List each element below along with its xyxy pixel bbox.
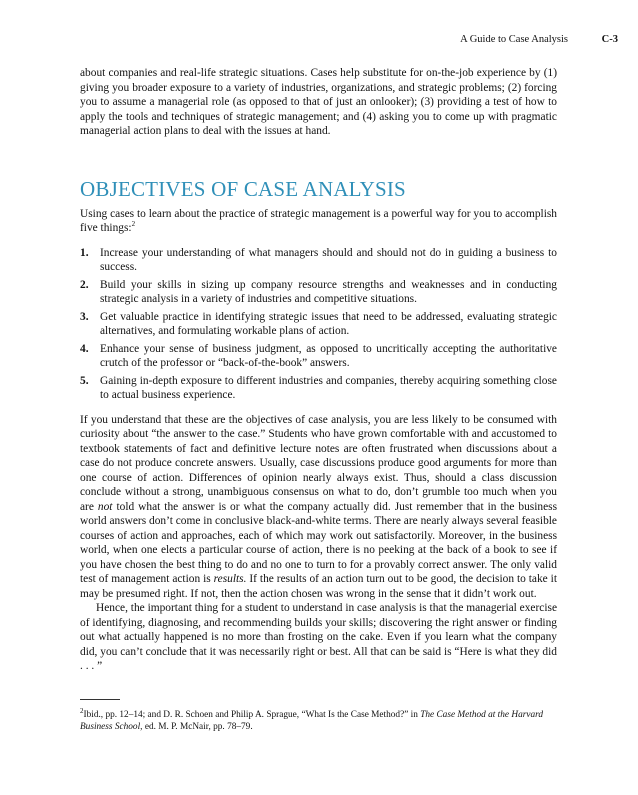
list-item-number: 2. (80, 278, 89, 291)
body-paragraph-2: Hence, the important thing for a student to understand in case analysis is that the managerial exercise of identifying, diagnosing, and recommending builds your skills; discovering the right answer or finding out what actually happened is no more than frosting on the cake. Even if you learn what the company did, you can’t conclude that it was necessarily right or best. All that can be said is “Here is what they did . . . ” (80, 602, 557, 672)
list-item (80, 278, 557, 307)
page-number: C-3 (601, 34, 618, 45)
running-title: A Guide to Case Analysis (460, 34, 568, 45)
footnote-number: 2 (80, 706, 84, 715)
footnote (80, 706, 557, 733)
list-item (80, 246, 557, 275)
list-item-text: Increase your understanding of what managers should and should not do in guiding a business to success. (100, 246, 557, 273)
list-item-text: Enhance your sense of business judgment, as opposed to uncritically accepting the authoritative crutch of the professor or “back-of-the-book” answers. (100, 342, 557, 369)
footnote-title: The Case Method at the Harvard Business School, (80, 710, 544, 732)
page-header (0, 34, 638, 50)
list-item-number: 3. (80, 310, 89, 323)
body-text: told what the answer is or what the company actually did. Just remember that in the business world answers don’t come in conclusive black-and-white terms. There are nearly always several feasible courses of action and approaches, each of which may work out satisfactorily. Moreover, in the business world, when one elects a particular course of action, there is no peeking at the back of a book to see if you have chosen the best thing to do and no one to turn to for a provably correct answer. The only valid test of management action is (80, 500, 557, 585)
body-paragraph-1 (80, 413, 557, 602)
list-item (80, 374, 557, 403)
list-item-text: Get valuable practice in identifying strategic issues that need to be addressed, evaluating strategic alternatives, and formulating workable plans of action. (100, 310, 557, 337)
list-item-number: 5. (80, 374, 89, 387)
list-item (80, 310, 557, 339)
footnote-divider (80, 699, 120, 700)
section-heading: OBJECTIVES OF CASE ANALYSIS (80, 176, 406, 201)
list-item-number: 1. (80, 246, 89, 259)
body-text: If the results of an action turn out to be good, the decision to take it may be presumed right. If not, then the action chosen was wrong in the sense that it didn’t work out. (80, 573, 557, 600)
list-item-number: 4. (80, 342, 89, 355)
main-content (80, 66, 557, 674)
list-item-text: Build your skills in sizing up company resource strengths and weaknesses and in conducting strategic analysis in a variety of industries and competitive situations. (100, 278, 557, 305)
footnote-rest: ed. M. P. McNair, pp. 78–79. (142, 722, 253, 732)
body-text: If you understand that these are the objectives of case analysis, you are less likely to be consumed with curiosity about “the answer to the case.” Students who have grown comfortable with and accustomed to textbook statements of fact and definitive lecture notes are often frustrated when discussions about a case do not produce concrete answers. Usually, case discussions produce good arguments for more than one course of action. Differences of opinion nearly always exist. Thus, should a class discussion conclude without a strong, unambiguous consensus on what to do, don’t grumble too much when you are (80, 413, 557, 513)
list-item-text: Gaining in-depth exposure to different industries and companies, thereby acquiring something close to actual business experience. (100, 374, 557, 401)
emphasis-results: results. (213, 573, 247, 585)
footnote-text: Ibid., pp. 12–14; and D. R. Schoen and Philip A. Sprague, “What Is the Case Method?” in (83, 710, 421, 720)
list-item (80, 342, 557, 371)
emphasis-not: not (97, 500, 113, 513)
objectives-list (80, 246, 557, 403)
lead-in-paragraph (80, 207, 557, 236)
footnote-ref: 2 (131, 220, 136, 229)
intro-paragraph: about companies and real-life strategic situations. Cases help substitute for on-the-job experience by (1) giving you broader exposure to a variety of industries, organizations, and strategic problems; (2) forcing you to assume a managerial role (as opposed to that of just an onlooker); (3) providing a test of how to apply the tools and techniques of strategic management; and (4) asking you to come up with pragmatic managerial action plans to deal with the issues at hand. (80, 67, 557, 137)
lead-in-text: Using cases to learn about the practice of strategic management is a powerful way for you to accomplish five things: (80, 207, 557, 234)
